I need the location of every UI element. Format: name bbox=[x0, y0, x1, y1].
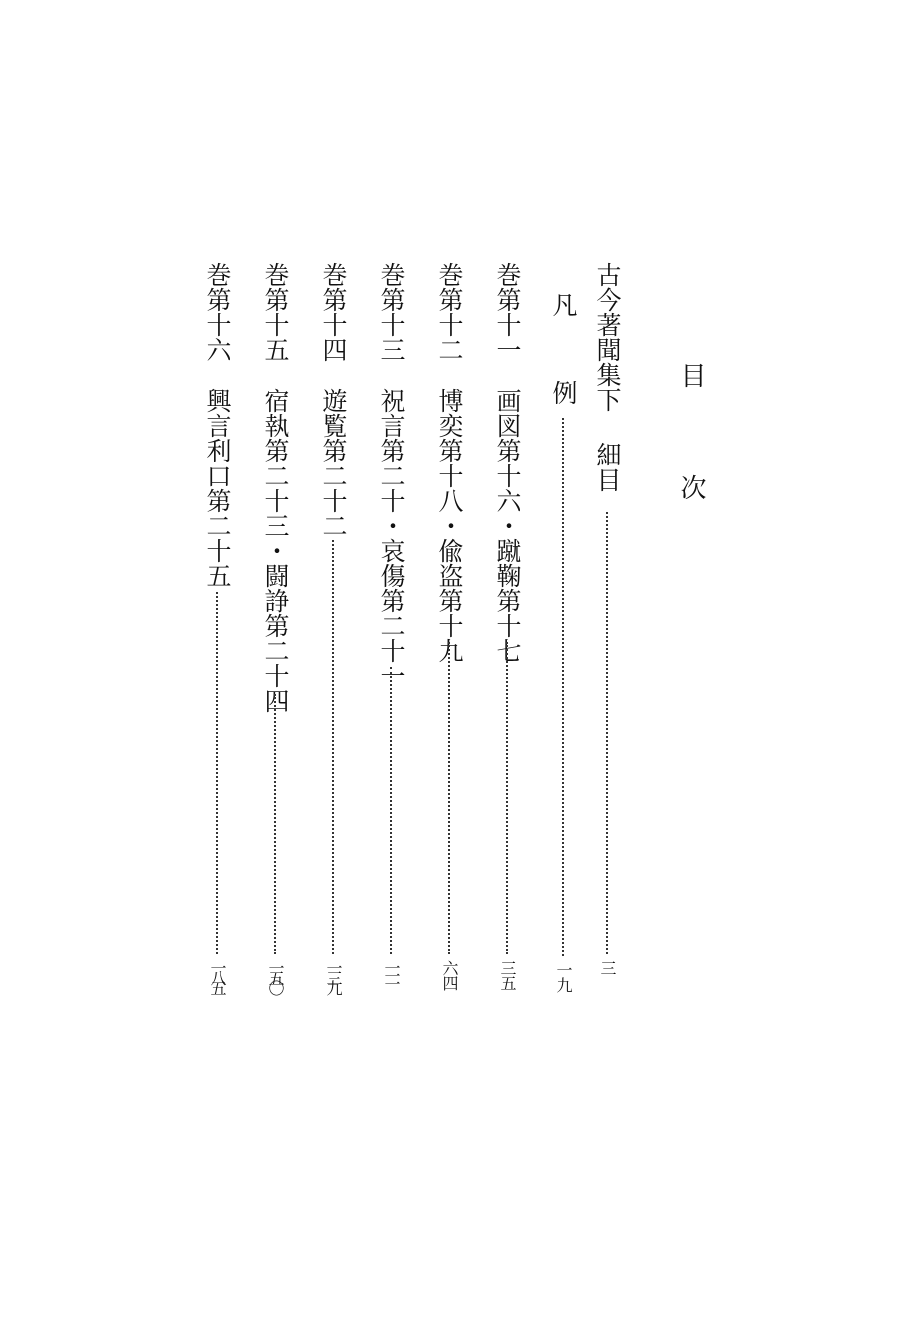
leader-dots bbox=[216, 592, 218, 954]
toc-heading: 目 次 bbox=[676, 362, 706, 530]
entry-page-number: 一五〇 bbox=[266, 960, 285, 990]
entry-title: 例 bbox=[549, 380, 578, 405]
toc-entry-volume-13[interactable] bbox=[376, 262, 406, 1002]
entry-page-number: 一八五 bbox=[208, 960, 227, 990]
entry-label: 巻第十四 bbox=[319, 262, 348, 362]
entry-title: 遊覧第二十二 bbox=[319, 388, 348, 538]
leader-dots bbox=[332, 540, 334, 954]
entry-label: 巻第十六 bbox=[203, 262, 232, 362]
toc-entry-notes[interactable] bbox=[548, 292, 578, 1032]
toc-entry-volume-15[interactable] bbox=[260, 262, 290, 1002]
entry-label: 巻第十三 bbox=[377, 262, 406, 362]
entry-page-number: 六四 bbox=[440, 960, 459, 990]
entry-title: 宿執第二十三・闘諍第二十四 bbox=[261, 388, 290, 713]
toc-entry-volume-11[interactable] bbox=[492, 262, 522, 1002]
toc-entry-volume-16[interactable] bbox=[202, 262, 232, 1002]
toc-entry-volume-14[interactable] bbox=[318, 262, 348, 1002]
entry-page-number: 三五 bbox=[498, 960, 517, 990]
entry-title: 興言利口第二十五 bbox=[203, 388, 232, 588]
leader-dots bbox=[274, 694, 276, 954]
leader-dots bbox=[562, 418, 564, 956]
entry-title: 細目 bbox=[593, 442, 622, 492]
entry-title: 画図第十六・蹴鞠第十七 bbox=[493, 388, 522, 663]
entry-title: 博奕第十八・偸盗第十九 bbox=[435, 388, 464, 663]
entry-page-number: 一九 bbox=[554, 962, 573, 992]
entry-label: 巻第十五 bbox=[261, 262, 290, 362]
leader-dots bbox=[506, 642, 508, 954]
leader-dots bbox=[390, 667, 392, 954]
entry-label: 巻第十二 bbox=[435, 262, 464, 362]
leader-dots bbox=[606, 512, 608, 954]
entry-page-number: 三 bbox=[598, 960, 617, 975]
entry-label: 凡 bbox=[549, 292, 578, 317]
entry-page-number: 一三九 bbox=[324, 960, 343, 990]
entry-title: 祝言第二十・哀傷第二十一 bbox=[377, 388, 406, 688]
entry-label: 巻第十一 bbox=[493, 262, 522, 362]
leader-dots bbox=[448, 642, 450, 954]
entry-label: 古今著聞集下 bbox=[593, 262, 622, 412]
toc-entry-volume-12[interactable] bbox=[434, 262, 464, 1002]
entry-page-number: 一一一 bbox=[382, 960, 401, 984]
toc-entry-contents[interactable] bbox=[592, 262, 622, 1002]
